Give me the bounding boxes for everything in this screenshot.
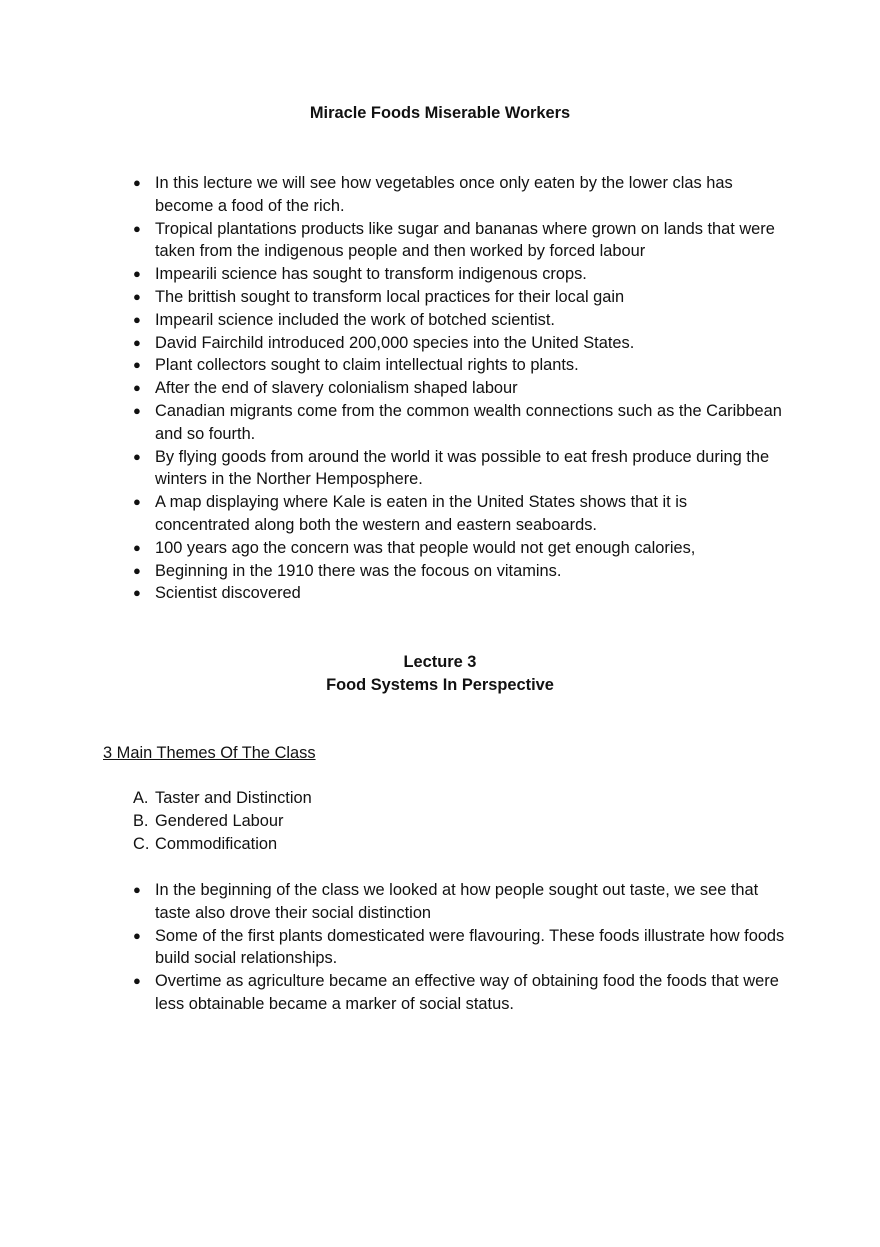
list-item-text: Tropical plantations products like sugar and bananas where grown on lands that were taken from the indigenous people and then worked by forced labour bbox=[155, 219, 775, 261]
lecture-notes-list bbox=[133, 172, 785, 605]
list-item-text: A map displaying where Kale is eaten in the United States shows that it is concentrated along both the western and eastern seaboards. bbox=[155, 493, 688, 534]
list-item bbox=[133, 970, 785, 1016]
list-item bbox=[133, 377, 785, 400]
list-item-text: Scientist discovered bbox=[155, 584, 301, 603]
list-item-text: By flying goods from around the world it was possible to eat fresh produce during the winters in the Norther Hemposphere. bbox=[155, 447, 770, 489]
bullet-icon: ● bbox=[133, 380, 141, 396]
list-item bbox=[133, 400, 785, 446]
list-item-text: Beginning in the 1910 there was the focous on vitamins. bbox=[155, 561, 562, 580]
theme-marker: C. bbox=[133, 834, 150, 853]
list-item bbox=[133, 560, 785, 583]
bullet-icon: ● bbox=[133, 585, 141, 601]
list-item-text: Some of the first plants domesticated were flavouring. These foods illustrate how foods build social relationships. bbox=[155, 926, 785, 968]
list-item bbox=[133, 925, 785, 971]
bullet-icon: ● bbox=[133, 220, 141, 236]
theme-marker: A. bbox=[133, 789, 149, 807]
list-item-text: David Fairchild introduced 200,000 species into the United States. bbox=[155, 333, 635, 352]
list-item bbox=[133, 218, 785, 264]
list-item-text: Impearili science has sought to transform indigenous crops. bbox=[155, 265, 587, 284]
list-item bbox=[133, 446, 785, 492]
document-title: Miracle Foods Miserable Workers bbox=[309, 104, 571, 122]
bullet-icon: ● bbox=[133, 266, 141, 282]
bullet-icon: ● bbox=[133, 927, 141, 943]
list-item bbox=[133, 537, 785, 560]
list-item-text: In the beginning of the class we looked at how people sought out taste, we see that taste also drove their social distinction bbox=[155, 881, 759, 922]
list-item bbox=[133, 491, 785, 537]
list-item bbox=[133, 286, 785, 309]
lecture-subtitle: Food Systems In Perspective bbox=[326, 676, 554, 694]
theme-item bbox=[133, 833, 785, 856]
bullet-icon: ● bbox=[133, 448, 141, 464]
theme-text: Commodification bbox=[155, 834, 278, 853]
bullet-icon: ● bbox=[133, 882, 141, 897]
theme-marker: B. bbox=[133, 811, 149, 830]
list-item-text: The brittish sought to transform local practices for their local gain bbox=[155, 287, 625, 306]
list-item bbox=[133, 879, 785, 925]
list-item bbox=[133, 263, 785, 286]
list-item-text: Impearil science included the work of botched scientist. bbox=[155, 310, 555, 329]
bullet-icon: ● bbox=[133, 288, 141, 304]
bullet-icon: ● bbox=[133, 562, 141, 578]
theme-item bbox=[133, 787, 785, 810]
list-item-text: Canadian migrants come from the common wealth connections such as the Caribbean and so fourth. bbox=[155, 401, 782, 443]
list-item-text: 100 years ago the concern was that people would not get enough calories, bbox=[155, 538, 696, 557]
bullet-icon: ● bbox=[133, 334, 141, 350]
bullet-icon: ● bbox=[133, 357, 141, 373]
theme-text: Taster and Distinction bbox=[155, 789, 312, 807]
list-item-text: After the end of slavery colonialism shaped labour bbox=[155, 379, 518, 398]
list-item-text: Overtime as agriculture became an effective way of obtaining food the foods that were less obtainable became a marker of social status. bbox=[155, 972, 779, 1013]
bullet-icon: ● bbox=[133, 175, 141, 190]
themes-list bbox=[133, 787, 785, 855]
lecture-3-notes-list bbox=[133, 879, 785, 1016]
bullet-icon: ● bbox=[133, 402, 141, 418]
bullet-icon: ● bbox=[133, 539, 141, 555]
list-item-text: In this lecture we will see how vegetables once only eaten by the lower clas has become a food of the rich. bbox=[155, 174, 733, 215]
lecture-title: Lecture 3 bbox=[403, 653, 477, 671]
list-item bbox=[133, 582, 785, 605]
theme-item bbox=[133, 810, 785, 833]
themes-heading: 3 Main Themes Of The Class bbox=[103, 744, 316, 762]
bullet-icon: ● bbox=[133, 494, 141, 510]
list-item bbox=[133, 309, 785, 332]
list-item bbox=[133, 332, 785, 355]
list-item bbox=[133, 354, 785, 377]
theme-text: Gendered Labour bbox=[155, 811, 284, 830]
list-item-text: Plant collectors sought to claim intellectual rights to plants. bbox=[155, 356, 579, 375]
bullet-icon: ● bbox=[133, 311, 141, 327]
list-item bbox=[133, 172, 785, 218]
bullet-icon: ● bbox=[133, 973, 141, 989]
